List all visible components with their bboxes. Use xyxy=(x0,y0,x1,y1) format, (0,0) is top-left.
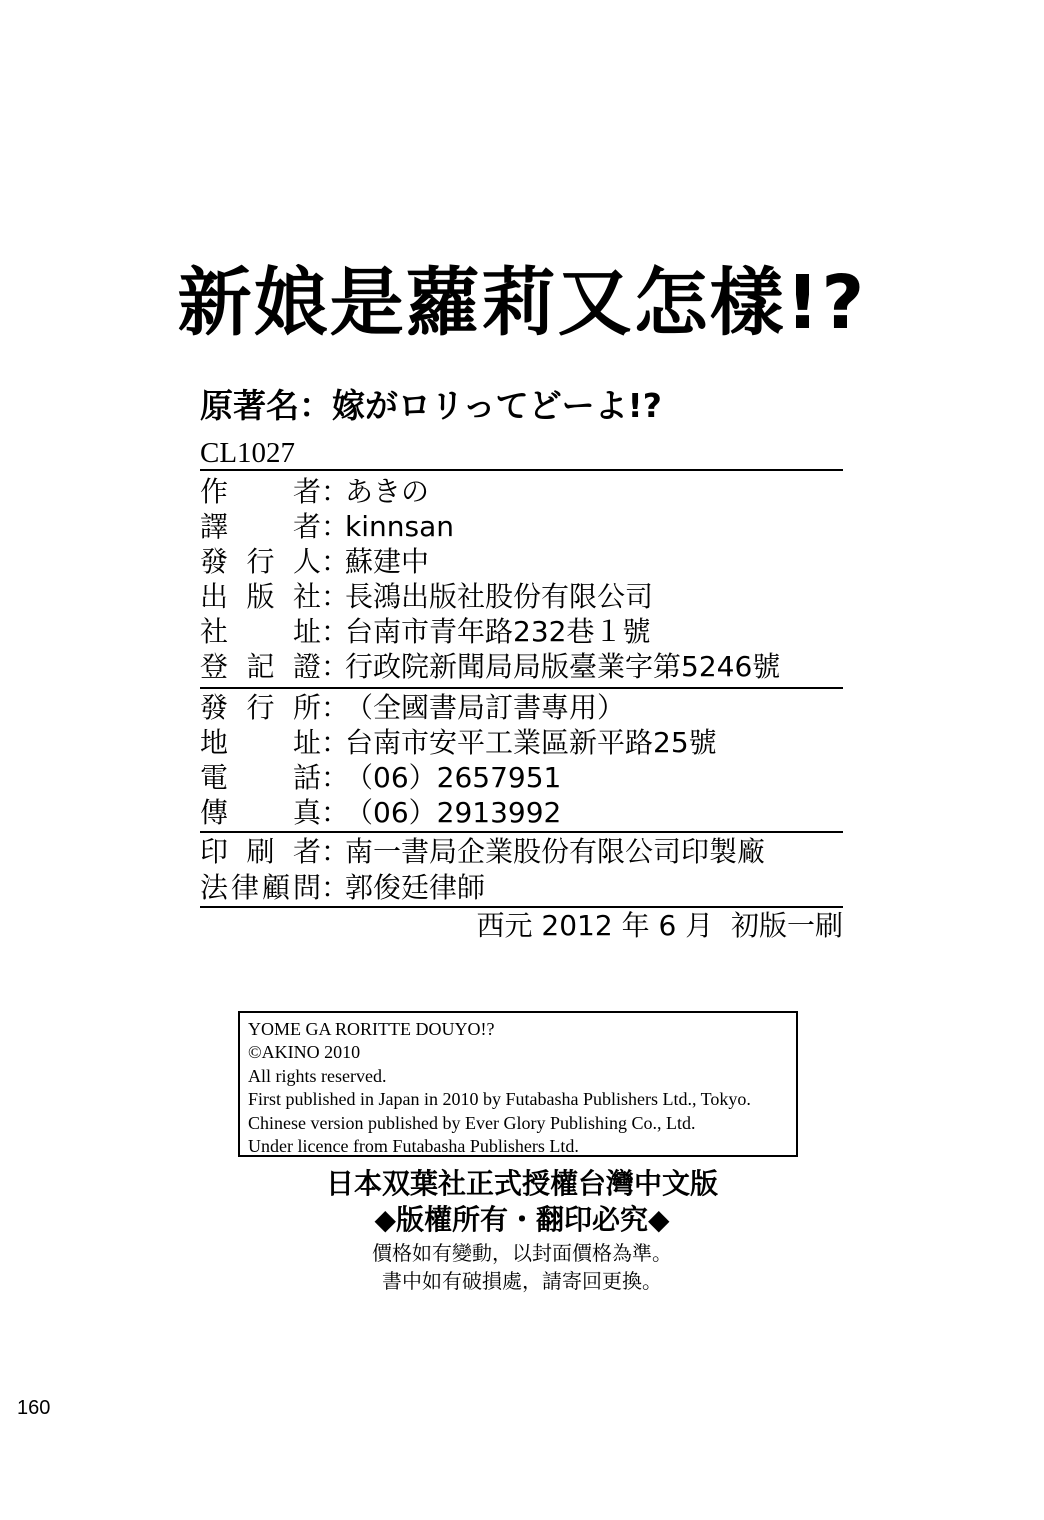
credit-value: 台南市青年路232巷１號 xyxy=(345,615,651,648)
credit-colon: ： xyxy=(321,761,350,794)
credit-colon: ： xyxy=(321,580,350,613)
credit-row-phone xyxy=(200,760,561,796)
credit-colon: ： xyxy=(321,726,350,759)
credit-value: kinnsan xyxy=(345,510,454,543)
credit-label: 社址 xyxy=(200,615,321,648)
credit-value: 郭俊廷律師 xyxy=(345,871,486,904)
credit-label: 譯者 xyxy=(200,510,321,543)
credit-label: 地址 xyxy=(200,726,321,759)
credit-value: （全國書局訂書專用） xyxy=(345,691,626,724)
credit-row-publisher-person xyxy=(200,544,429,580)
english-line: All rights reserved. xyxy=(248,1065,387,1086)
credit-value: 長鴻出版社股份有限公司 xyxy=(345,580,654,613)
credit-row-author xyxy=(200,474,429,510)
divider-lower xyxy=(200,831,843,833)
divider-middle xyxy=(200,687,843,689)
credit-row-distributor-address xyxy=(200,725,717,761)
credit-row-fax xyxy=(200,795,561,831)
credit-label: 發行人 xyxy=(200,545,321,578)
english-copyright-box xyxy=(238,1011,798,1157)
catalog-code: CL1027 xyxy=(200,437,296,469)
credit-label: 印刷者 xyxy=(200,835,321,868)
credit-label: 出版社 xyxy=(200,580,321,613)
english-line: YOME GA RORITTE DOUYO!? xyxy=(248,1019,495,1039)
price-note: 價格如有變動，以封面價格為準。 xyxy=(372,1241,672,1265)
credit-value: あきの xyxy=(345,475,430,508)
credit-row-legal-advisor xyxy=(200,870,485,906)
credit-colon: ： xyxy=(321,510,350,543)
authorization-line: 日本双葉社正式授權台灣中文版 xyxy=(325,1167,718,1200)
credit-value: 台南市安平工業區新平路25號 xyxy=(345,726,717,759)
credit-row-translator xyxy=(200,509,454,545)
credit-colon: ： xyxy=(321,796,350,829)
publish-date: 西元 2012 年 6 月 初版一刷 xyxy=(476,909,843,942)
credit-colon: ： xyxy=(321,871,350,904)
english-line: Under licence from Futabasha Publishers Ltd. xyxy=(248,1136,579,1157)
divider-top xyxy=(200,469,843,471)
credit-value: 蘇建中 xyxy=(345,545,430,578)
credit-colon: ： xyxy=(321,691,350,724)
english-line: Chinese version published by Ever Glory Publishing Co., Ltd. xyxy=(248,1112,696,1133)
credit-label: 傳真 xyxy=(200,796,321,829)
original-title: 原著名：嫁がロリってどーよ!? xyxy=(200,386,662,425)
credit-label: 電話 xyxy=(200,761,321,794)
credit-row-distributor xyxy=(200,690,625,726)
credit-row-publishing-house xyxy=(200,579,653,615)
credit-row-printer xyxy=(200,834,765,870)
page-number: 160 xyxy=(17,1397,51,1419)
credit-row-company-address xyxy=(200,614,650,650)
credit-colon: ： xyxy=(321,835,350,868)
credit-colon: ： xyxy=(321,650,350,683)
copyright-notice: ◆版權所有・翻印必究◆ xyxy=(374,1203,670,1236)
credit-value: （06）2657951 xyxy=(345,761,562,794)
credit-label: 發行所 xyxy=(200,691,321,724)
credit-label: 作者 xyxy=(200,475,321,508)
credit-label: 法律顧問 xyxy=(200,871,321,904)
credit-value: （06）2913992 xyxy=(345,796,562,829)
credit-colon: ： xyxy=(321,475,350,508)
damage-note: 書中如有破損處，請寄回更換。 xyxy=(382,1269,662,1293)
credit-colon: ： xyxy=(321,545,350,578)
english-line: ©AKINO 2010 xyxy=(248,1042,361,1063)
english-line: First published in Japan in 2010 by Futabasha Publishers Ltd., Tokyo. xyxy=(248,1089,751,1110)
credit-label: 登記證 xyxy=(200,650,321,683)
credit-value: 行政院新聞局局版臺業字第5246號 xyxy=(345,650,781,683)
credit-value: 南一書局企業股份有限公司印製廠 xyxy=(345,835,766,868)
credit-row-registration xyxy=(200,649,780,685)
credit-colon: ： xyxy=(321,615,350,648)
book-title: 新娘是蘿莉又怎樣!? xyxy=(177,260,867,346)
